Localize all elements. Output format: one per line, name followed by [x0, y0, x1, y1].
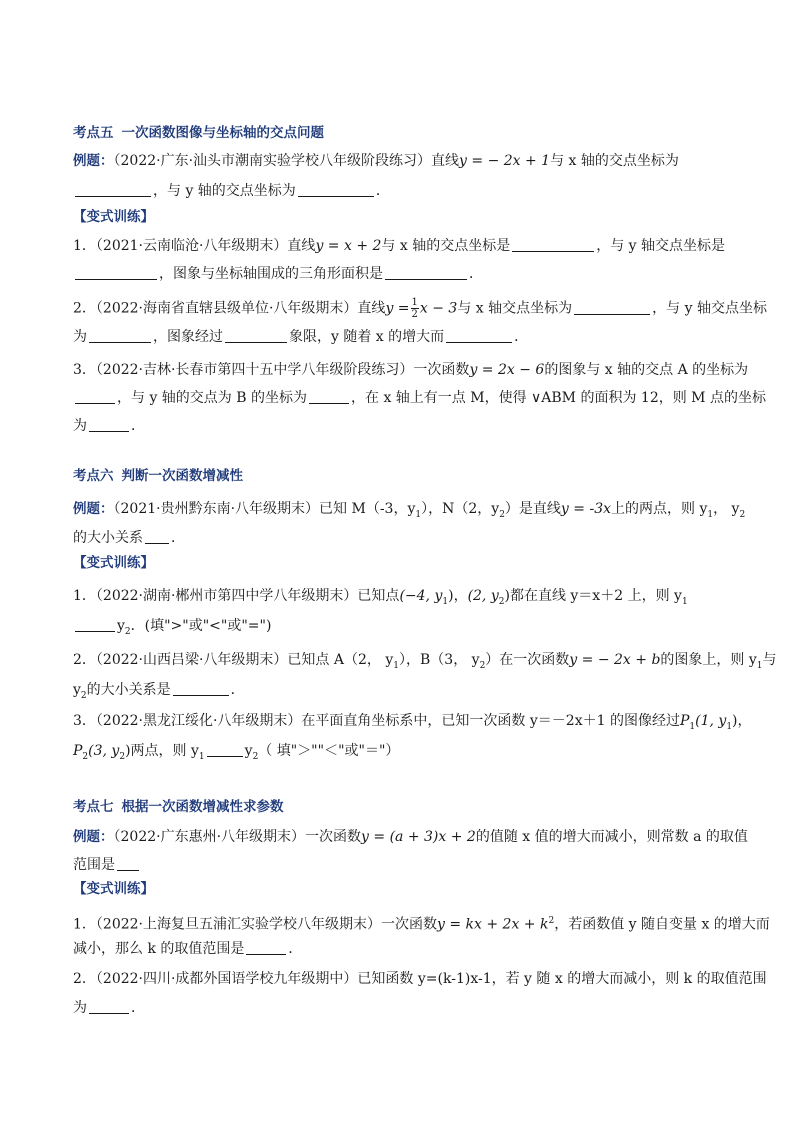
section-6-number: 考点六 [73, 468, 114, 484]
question-text: ），B（3， y [399, 652, 480, 668]
sec5-q1-line2 [73, 264, 483, 284]
equation: y = kx + 2x + k [437, 916, 549, 933]
point: P [73, 743, 83, 759]
answer-blank[interactable] [512, 237, 594, 252]
section-7-number: 考点七 [73, 799, 114, 815]
example-text: 的值随 x 值的增大而减小，则常数 a 的取值 [475, 829, 748, 845]
example-source: （2022·广东·汕头市潮南实验学校八年级阶段练习）直线 [113, 153, 460, 169]
question-text: 的图象与 x 轴的交点 A 的坐标为 [544, 362, 749, 378]
question-text: 减小，那么 k 的取值范围是 [73, 941, 245, 957]
answer-blank[interactable] [309, 389, 349, 404]
question-text: 为 [73, 418, 87, 434]
question-text: ，在 x 轴上有一点 M，使得 ∨ABM 的面积为 12，则 M 点的坐标 [351, 390, 766, 406]
punct: ) [125, 743, 131, 759]
punct: ． [131, 418, 145, 434]
question-text: 1．（2022·湖南·郴州市第四中学八年级期末）已知点 [73, 588, 400, 604]
subscript: 2 [499, 509, 505, 520]
sec5-q2-line1 [73, 297, 767, 320]
section-5-number: 考点五 [73, 125, 114, 141]
point: (2, y [467, 588, 499, 604]
answer-blank[interactable] [89, 417, 129, 432]
sec5-q3-line2 [73, 388, 766, 408]
equation: y = [385, 300, 410, 317]
question-text: 与 x 轴交点坐标为 [457, 300, 573, 317]
example-text: ，与 y 轴的交点坐标为 [153, 183, 296, 199]
answer-blank[interactable] [385, 265, 467, 280]
punct: ， [453, 588, 468, 604]
example-equation: y = − 2x + 1 [459, 153, 551, 169]
punct: ． [469, 266, 483, 282]
question-text: 都在直线 y＝x＋2 上，则 y [509, 588, 682, 604]
question-text: 象限，y 随着 x 的增大而 [289, 329, 445, 345]
punct: ) [732, 713, 738, 729]
example-text: 范围是 [73, 857, 115, 873]
example-text: （2021·贵州黔东南·八年级期末）已知 M（-3，y [113, 501, 416, 517]
answer-blank[interactable] [173, 681, 229, 696]
subscript: 1 [756, 660, 763, 671]
training-label: 【变式训练】 [73, 555, 154, 571]
sec7-q2-line1 [73, 969, 767, 989]
fraction-numerator: 1 [411, 297, 418, 308]
equation: y = x + 2 [315, 238, 382, 254]
example-text: ， y [713, 501, 740, 517]
question-text: ，图象经过 [153, 329, 223, 345]
question-text: 为 [73, 1000, 87, 1016]
answer-blank[interactable] [298, 182, 374, 197]
answer-blank[interactable] [75, 389, 115, 404]
example-text: ）是直线 [504, 501, 561, 517]
sec6-q2-line1 [73, 650, 777, 676]
subscript: 2 [498, 596, 505, 607]
subscript: 1 [689, 721, 696, 732]
training-label: 【变式训练】 [73, 881, 154, 897]
equation: y = -3x [560, 501, 611, 517]
subscript: 1 [442, 596, 449, 607]
sec5-example-line1 [73, 151, 679, 171]
answer-blank[interactable] [446, 328, 512, 343]
sec6-example-line2 [73, 528, 185, 548]
sec5-q2-line2 [73, 327, 528, 347]
subscript: 2 [739, 509, 746, 520]
example-text: 上的两点，则 y [611, 501, 708, 517]
subscript: 1 [681, 596, 688, 607]
superscript: 2 [548, 916, 555, 926]
example-text: ），N（2，y [421, 501, 500, 517]
answer-blank[interactable] [225, 328, 287, 343]
punct: ． [230, 682, 245, 698]
section-5-heading [73, 123, 324, 143]
example-label: 例题： [73, 501, 114, 517]
fraction [411, 297, 419, 320]
question-text: 的图象上，则 y [660, 652, 757, 668]
answer-blank[interactable] [89, 328, 151, 343]
subscript: 2 [124, 626, 131, 637]
equation: x − 3 [419, 300, 458, 317]
answer-blank[interactable] [574, 300, 650, 315]
section-5-title: 一次函数图像与坐标轴的交点问题 [121, 125, 324, 141]
example-text: 与 x 轴的交点坐标为 [550, 153, 679, 169]
sec7-q2-line2 [73, 998, 145, 1018]
punct: ． [514, 329, 529, 345]
answer-blank[interactable] [89, 999, 129, 1014]
sec7-example-line1 [73, 827, 748, 847]
example-text: 的大小关系 [73, 530, 143, 546]
subscript: 1 [393, 660, 399, 671]
subscript: 1 [726, 721, 733, 732]
punct: ． [171, 530, 185, 546]
subscript: 2 [479, 660, 486, 671]
punct: ． [288, 941, 303, 957]
punct: ) [504, 588, 510, 604]
equation: y = − 2x + b [569, 652, 661, 668]
punct: ， [737, 713, 752, 729]
question-text: 的大小关系是 [86, 682, 171, 698]
example-label: 例题： [73, 153, 114, 169]
answer-blank[interactable] [145, 529, 169, 544]
section-6-heading [73, 466, 243, 486]
subscript: 2 [252, 751, 259, 762]
sec5-q3-line1 [73, 360, 748, 380]
sec6-q1-line2 [73, 616, 271, 642]
sec5-q3-line3 [73, 416, 145, 436]
answer-blank[interactable] [75, 617, 115, 632]
subscript: 2 [80, 690, 87, 701]
point: (3, y [88, 743, 120, 759]
question-text: y [117, 618, 125, 634]
question-text: 1．（2021·云南临沧·八年级期末）直线 [73, 238, 316, 254]
training-label: 【变式训练】 [73, 209, 154, 225]
answer-blank[interactable] [117, 856, 139, 871]
question-text: （ 填"＞""＜"或"＝"） [258, 743, 400, 759]
question-text: 1．（2022·上海复旦五浦汇实验学校八年级期末）一次函数 [73, 916, 437, 933]
answer-blank[interactable] [75, 182, 151, 197]
question-text: 2．（2022·山西吕梁·八年级期末）已知点 A（2， y [73, 652, 394, 668]
example-text: （2022·广东惠州·八年级期末）一次函数 [113, 829, 362, 845]
sec6-q1-line1 [73, 586, 688, 612]
question-text: ．(填">"或"<"或"=") [130, 618, 272, 634]
example-label: 例题： [73, 829, 114, 845]
question-text: ，若函数值 y 随自变量 x 的增大而 [554, 916, 770, 933]
point: P [679, 713, 690, 729]
equation: y = (a + 3)x + 2 [361, 829, 476, 845]
question-text: 两点，则 y [130, 743, 199, 759]
punct: ) [448, 588, 454, 604]
punct: ． [375, 183, 390, 199]
sec7-example-line2 [73, 855, 141, 875]
section-6-title: 判断一次函数增减性 [121, 468, 243, 484]
question-text: ，与 y 轴交点坐标 [652, 300, 767, 317]
question-text: ，图象与坐标轴围成的三角形面积是 [159, 266, 383, 282]
subscript: 1 [198, 751, 205, 762]
subscript: 2 [119, 751, 126, 762]
question-text: y [244, 743, 253, 759]
question-text: 3．（2022·吉林·长春市第四十五中学八年级阶段练习）一次函数 [73, 362, 470, 378]
sec6-q2-line2 [73, 680, 245, 706]
question-text: 与 [762, 652, 777, 668]
sec7-q1-line1 [73, 911, 770, 935]
question-text: 与 x 轴的交点坐标是 [381, 238, 511, 254]
sec5-q1-line1 [73, 236, 725, 256]
question-text: 2．（2022·海南省直辖县级单位·八年级期末）直线 [73, 300, 386, 317]
question-text: ，与 y 轴交点坐标是 [596, 238, 726, 254]
fraction-denominator: 2 [411, 309, 418, 320]
sec7-q1-line2 [73, 939, 302, 959]
question-text: 为 [73, 329, 87, 345]
punct: ． [131, 1000, 145, 1016]
sec6-q3-line1 [73, 711, 752, 737]
subscript: 1 [707, 509, 714, 520]
sec6-q3-line2 [73, 741, 399, 767]
answer-blank[interactable] [207, 742, 243, 757]
equation: y = 2x − 6 [469, 362, 545, 378]
answer-blank[interactable] [246, 940, 286, 955]
answer-blank[interactable] [75, 265, 157, 280]
subscript: 1 [415, 509, 422, 520]
section-7-heading [73, 797, 284, 817]
question-text: ，与 y 轴的交点为 B 的坐标为 [117, 390, 307, 406]
section-7-title: 根据一次函数增减性求参数 [121, 799, 284, 815]
sec6-example-line1 [73, 499, 745, 525]
subscript: 2 [82, 751, 89, 762]
question-text: y [73, 682, 81, 698]
sec5-example-line2 [73, 181, 390, 201]
point: (1, y [695, 713, 727, 729]
question-text: ）在一次函数 [485, 652, 570, 668]
question-text: 2．（2022·四川·成都外国语学校九年级期中）已知函数 y=(k-1)x-1，若 y 随 x 的增大而减小，则 k 的取值范围 [73, 971, 767, 987]
point: (−4, y [399, 588, 443, 604]
question-text: 3．（2022·黑龙江绥化·八年级期末）在平面直角坐标系中，已知一次函数 y＝－2x＋1 的图像经过 [73, 713, 680, 729]
